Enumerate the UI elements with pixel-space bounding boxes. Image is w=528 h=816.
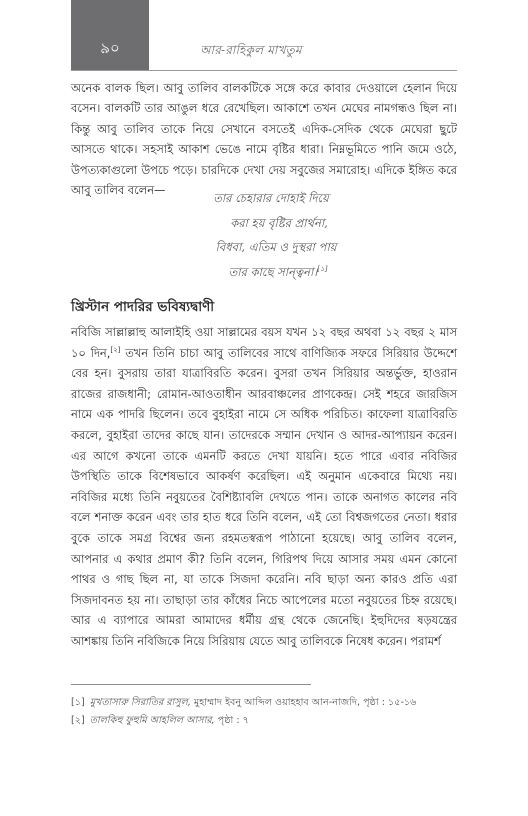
footnotes — [71, 694, 457, 730]
page-number-tab — [71, 0, 149, 70]
footnote-source: তালকিহু ফুহুমি আহলিল আসার, — [89, 715, 215, 726]
poem-line-last — [0, 260, 528, 285]
footnote-detail: মুহাম্মাদ ইবনু আব্দিল ওয়াহহাব আন-নাজদি, পৃষ্ঠা : ১৫-১৬ — [190, 697, 417, 708]
footnote-1 — [71, 694, 457, 712]
intro-text — [71, 78, 457, 200]
footnote-2 — [71, 712, 457, 730]
footnote-source: মুখতাসারু সিরাতির রাসুল, — [89, 697, 191, 708]
footnote-ref-2[interactable]: [২] — [110, 345, 121, 354]
section-paragraph — [71, 322, 457, 652]
footnote-marker: [১] — [71, 697, 85, 708]
poem-line: বিধবা, এতিম ও দুস্থরা পায় — [215, 240, 337, 254]
footnote-detail: পৃষ্ঠা : ৭ — [214, 715, 249, 726]
poem-block — [0, 186, 528, 284]
page-number: ৯০ — [100, 39, 120, 57]
header-divider — [71, 70, 457, 71]
intro-paragraph: অনেক বালক ছিল। আবু তালিব বালকটিকে সঙ্গে করে কাবার দেওয়ালে হেলান দিয়ে বসেন। বালকটি তার আঙুল ধরে রেখেছিল। আকাশে তখন মেঘের নামগন্ধও ছিল না। কিন্তু আবু তালিব তাকে নিয়ে সেখানে বসতেই এদিক-সেদিক থেকে মেঘেরা ছুটে আসতে থাকে। সহসাই আকাশ ভেঙে নামে বৃষ্টির ধারা। নিম্নভূমিতে পানি জমে ওঠে, উপত্যকাগুলো উপচে পড়ে। চারদিকে দেখা দেয় সবুজের সমারোহ। এদিকে ইঙ্গিত করে আবু তালিব বলেন— — [71, 81, 457, 198]
running-head: আর-রাহিকুল মাখতুম — [200, 43, 302, 57]
poem-line: করা হয় বৃষ্টির প্রার্থনা, — [230, 215, 328, 230]
poem-line-text: তার কাছে সান্ত্বনা। — [228, 264, 318, 279]
poem-line: তার চেহারার দোহাই দিয়ে — [213, 191, 329, 205]
paragraph-part-1: নবিজি সাল্লাল্লাহু আলাইহি ওয়া সাল্লামের বয়স যখন ১২ বছর অথবা ১২ বছর ২ মাস ১০ দিন, — [71, 325, 457, 360]
section-text — [71, 322, 457, 652]
paragraph-part-2: তখন তিনি চাচা আবু তালিবের সাথে বাণিজ্যিক সফরে সিরিয়ার উদ্দেশে বের হন। বুসরায় তারা যাত্রাবিরতি করেন। বুসরা তখন সিরিয়ার অন্তর্ভুক্ত, হাওরান রাজের রাজধানী; রোমান-আওতাধীন আরবাঞ্চলের প্রাণকেন্দ্র। সেই শহরে জারজিস নামে এক পাদরি ছিলেন। তবে বুহাইরা নামে সে অধিক পরিচিত। কাফেলা যাত্রাবিরতি করলে, বুহাইরা তাদের কাছে যান। তাদেরকে সম্মান দেখান ও আদর-আপ্যায়ন করেন। এর আগে কখনো তাকে এমনটি করতে দেখা যায়নি। হতে পারে এবার নবিজির উপস্থিতি তাকে বিশেষভাবে আকর্ষণ করেছিল। এই অনুমান একেবারে মিথ্যে নয়। নবিজির মধ্যে তিনি নবুয়তের বৈশিষ্ট্যাবলি দেখতে পান। তাকে অনাগত কালের নবি বলে শনাক্ত করেন এবং তার হাত ধরে তিনি বলেন, এই তো বিশ্বজগতের নেতা। ধরার বুকে তাকে সমগ্র বিশ্বের জন্য রহমতস্বরূপ পাঠানো হয়েছে। আবু তালিব বলেন, আপনার এ কথার প্রমাণ কী? তিনি বলেন, গিরিপথ দিয়ে আসার সময় এমন কোনো পাথর ও গাছ ছিল না, যা তাকে সিজদা করেনি। নবি ছাড়া অন্য কারও প্রতি এরা সিজদাবনত হয় না। তাছাড়া তার কাঁধের নিচে আপেলের মতো নবুয়তের চিহ্ন রয়েছে। আর এ ব্যাপারে আমরা আমাদের ধর্মীয় গ্রন্থ থেকে জেনেছি। ইহুদিদের ষড়যন্ত্রের আশঙ্কায় তিনি নবিজিকে নিয়ে সিরিয়ায় যেতে আবু তালিবকে নিষেধ করেন। পরামর্শ — [71, 345, 457, 648]
section-heading: খ্রিস্টান পাদরির ভবিষ্যদ্বাণী — [71, 299, 215, 315]
footnote-ref-1[interactable]: [১] — [317, 264, 328, 273]
footnote-divider — [71, 684, 311, 685]
footnote-marker: [২] — [71, 715, 85, 726]
